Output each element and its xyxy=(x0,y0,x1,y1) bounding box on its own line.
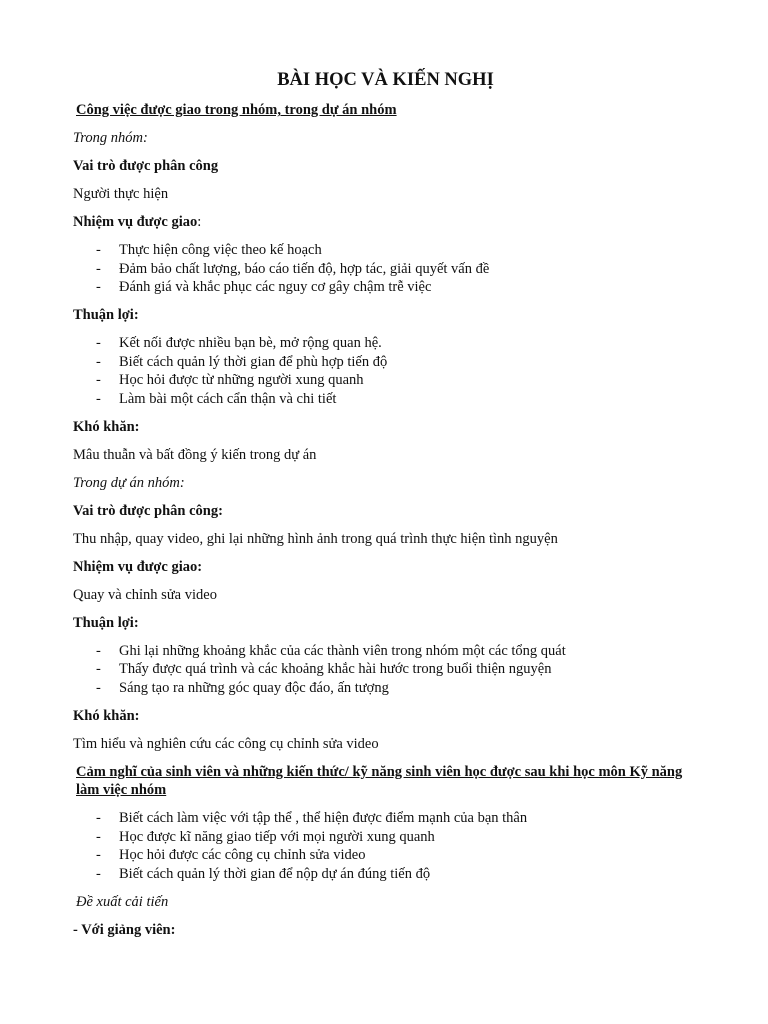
list-item-text: Học hỏi được các công cụ chỉnh sửa video xyxy=(119,847,366,863)
proposal-label: Đề xuất cải tiến xyxy=(76,893,169,910)
dash-bullet: - xyxy=(96,335,101,351)
project-task-value: Quay và chỉnh sửa video xyxy=(73,586,217,603)
list-item xyxy=(73,241,698,260)
project-role-value: Thu nhập, quay video, ghi lại những hình ảnh trong quá trình thực hiện tình nguyện xyxy=(73,530,558,547)
list-item-text: Biết cách làm việc với tập thể , thể hiện được điểm mạnh của bạn thân xyxy=(119,810,528,826)
project-difficulties-heading: Khó khăn: xyxy=(73,707,140,724)
group-role-heading: Vai trò được phân công xyxy=(73,158,219,174)
project-task-heading: Nhiệm vụ được giao: xyxy=(73,558,203,575)
dash-bullet: - xyxy=(96,661,101,677)
lecturer-heading: - Với giảng viên: xyxy=(73,921,176,938)
list-item-text: Ghi lại những khoảng khắc của các thành viên trong nhóm một các tổng quát xyxy=(119,642,566,659)
list-item-text: Đảm bảo chất lượng, báo cáo tiến độ, hợp tác, giải quyết vấn đề xyxy=(119,260,490,277)
project-advantages-heading: Thuận lợi: xyxy=(73,614,139,631)
list-item xyxy=(73,679,698,698)
group-task-list xyxy=(73,241,698,297)
list-item-text: Kết nối được nhiều bạn bè, mở rộng quan hệ. xyxy=(119,335,382,351)
list-item-text: Sáng tạo ra những góc quay độc đáo, ấn tượng xyxy=(119,679,389,696)
project-advantages-list xyxy=(73,642,698,698)
learned-list xyxy=(73,809,698,883)
group-task-colon: : xyxy=(197,214,202,230)
list-item-text: Biết cách quản lý thời gian để phù hợp tiến độ xyxy=(119,353,388,370)
list-item-text: Đánh giá và khắc phục các nguy cơ gây chậm trễ việc xyxy=(119,279,432,295)
project-difficulties-value: Tìm hiểu và nghiên cứu các công cụ chỉnh sửa video xyxy=(73,735,379,752)
list-item xyxy=(73,260,698,279)
section-heading-text: Cảm nghĩ của sinh viên và những kiến thức/ kỹ năng sinh viên học được sau khi học môn Kỹ năng làm việc nhóm xyxy=(76,763,683,798)
group-role-value: Người thực hiện xyxy=(73,186,169,202)
list-item-text: Thấy được quá trình và các khoảng khắc hài hước trong buổi thiện nguyện xyxy=(119,661,552,677)
group-advantages-heading: Thuận lợi: xyxy=(73,307,139,323)
list-item-text: Học được kĩ năng giao tiếp với mọi người xung quanh xyxy=(119,828,435,845)
list-item xyxy=(73,334,698,353)
dash-bullet: - xyxy=(96,372,101,388)
project-role-heading: Vai trò được phân công: xyxy=(73,502,223,519)
dash-bullet: - xyxy=(96,242,101,258)
dash-bullet: - xyxy=(96,353,101,370)
dash-bullet: - xyxy=(96,679,101,696)
list-item-text: Thực hiện công việc theo kế hoạch xyxy=(119,242,322,258)
dash-bullet: - xyxy=(96,260,101,277)
page-title: BÀI HỌC VÀ KIẾN NGHỊ xyxy=(277,70,494,90)
list-item xyxy=(73,353,698,372)
list-item-text: Học hỏi được từ những người xung quanh xyxy=(119,372,364,388)
dash-bullet: - xyxy=(96,390,101,407)
list-item xyxy=(73,809,698,828)
dash-bullet: - xyxy=(96,847,101,863)
group-label: Trong nhóm: xyxy=(73,130,148,146)
dash-bullet: - xyxy=(96,810,101,826)
list-item xyxy=(73,390,698,409)
section-heading-reflections xyxy=(73,763,698,800)
list-item xyxy=(73,371,698,390)
document-page xyxy=(73,68,698,949)
dash-bullet: - xyxy=(96,279,101,295)
list-item xyxy=(73,865,698,884)
dash-bullet: - xyxy=(96,828,101,845)
group-difficulties-value: Mâu thuẫn và bất đồng ý kiến trong dự án xyxy=(73,446,317,463)
list-item-text: Biết cách quản lý thời gian để nộp dự án đúng tiến độ xyxy=(119,865,431,882)
list-item xyxy=(73,828,698,847)
section-heading-text: Công việc được giao trong nhóm, trong dự án nhóm xyxy=(76,102,397,118)
list-item xyxy=(73,642,698,661)
list-item xyxy=(73,846,698,865)
group-task-heading-line xyxy=(73,213,698,232)
project-label: Trong dự án nhóm: xyxy=(73,474,185,491)
list-item xyxy=(73,278,698,297)
section-heading-assigned-work xyxy=(73,101,698,120)
group-task-heading: Nhiệm vụ được giao xyxy=(73,214,198,230)
dash-bullet: - xyxy=(96,865,101,882)
group-difficulties-heading: Khó khăn: xyxy=(73,418,140,435)
dash-bullet: - xyxy=(96,642,101,659)
group-advantages-list xyxy=(73,334,698,408)
list-item xyxy=(73,660,698,679)
list-item-text: Làm bài một cách cẩn thận và chi tiết xyxy=(119,390,337,407)
